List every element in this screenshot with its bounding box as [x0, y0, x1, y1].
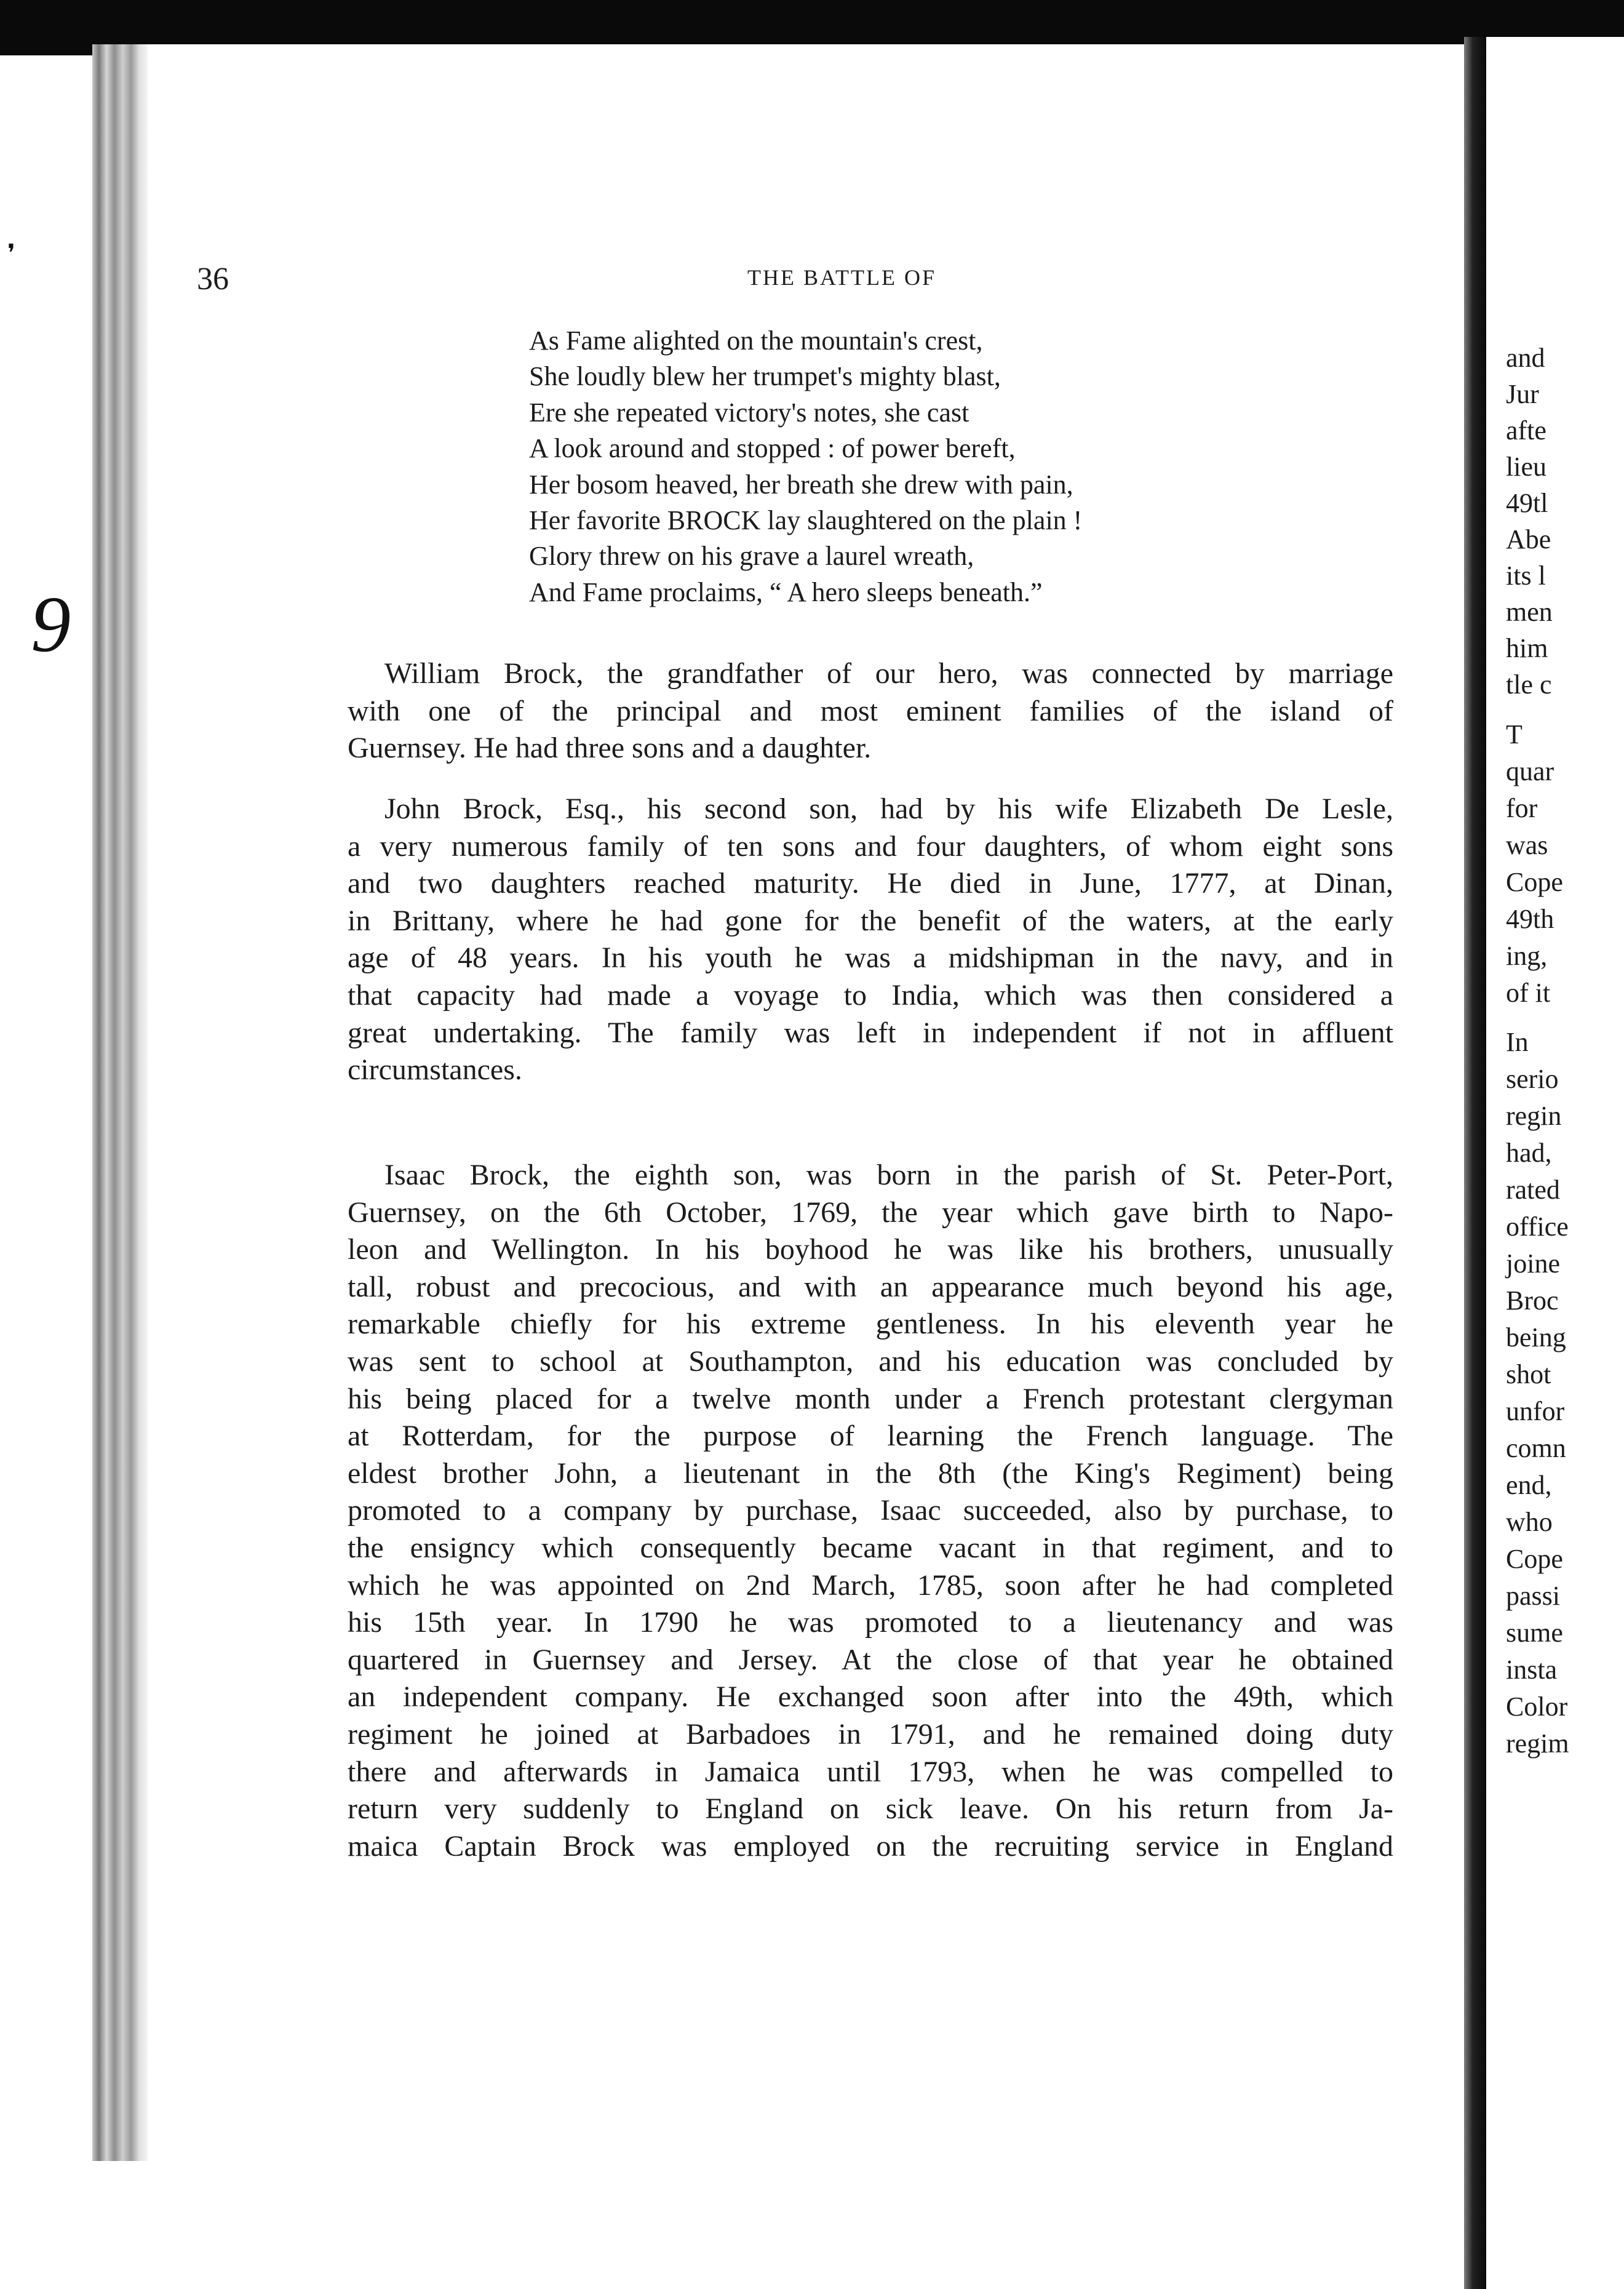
text-line: there and afterwards in Jamaica until 1793, when he was compelled to — [348, 1755, 1393, 1788]
margin-tick: ❜ — [7, 239, 15, 267]
facing-line: Broc — [1506, 1285, 1559, 1316]
scan-left-margin — [0, 55, 92, 2289]
facing-line: end, — [1506, 1470, 1552, 1500]
text-line: a very numerous family of ten sons and four daughters, of whom eight sons — [348, 829, 1393, 863]
facing-line: regin — [1506, 1101, 1562, 1131]
text-line: promoted to a company by purchase, Isaac succeeded, also by purchase, to — [348, 1494, 1393, 1527]
facing-line: who — [1506, 1507, 1553, 1537]
text-line: his 15th year. In 1790 he was promoted to a lieutenancy and was — [348, 1606, 1393, 1639]
poem-line: Her bosom heaved, her breath she drew with pain, — [529, 469, 1073, 500]
text-line: great undertaking. The family was left in independent if not in affluent — [348, 1016, 1393, 1049]
facing-line: ing, — [1506, 941, 1548, 971]
facing-line: afte — [1506, 415, 1546, 445]
text-line: Isaac Brock, the eighth son, was born in the parish of St. Peter-Port, — [384, 1159, 1393, 1191]
text-line: regiment he joined at Barbadoes in 1791, and he remained doing duty — [348, 1717, 1393, 1751]
text-line: leon and Wellington. In his boyhood he was like his brothers, unusually — [348, 1233, 1393, 1266]
text-line: an independent company. He exchanged soon after into the 49th, which — [348, 1680, 1393, 1714]
facing-line: had, — [1506, 1138, 1552, 1168]
facing-line: shot — [1506, 1359, 1551, 1389]
poem-line: And Fame proclaims, “ A hero sleeps beneath.” — [529, 577, 1043, 607]
facing-line: sume — [1506, 1618, 1563, 1648]
facing-line: regim — [1506, 1728, 1569, 1759]
facing-line: Cope — [1506, 1544, 1563, 1574]
facing-line: for — [1506, 793, 1538, 823]
text-line: at Rotterdam, for the purpose of learning the French language. The — [348, 1420, 1393, 1453]
facing-line: T — [1506, 719, 1522, 749]
facing-line: tle c — [1506, 669, 1552, 700]
facing-line: 49tl — [1506, 488, 1548, 518]
poem-stanza — [529, 323, 1082, 610]
facing-line: Abe — [1506, 524, 1551, 554]
facing-line: quar — [1506, 756, 1554, 786]
facing-line: joine — [1506, 1248, 1560, 1279]
poem-line: Glory threw on his grave a laurel wreath, — [529, 541, 974, 572]
facing-page-fragment — [1486, 37, 1624, 2289]
text-line: circumstances. — [348, 1053, 522, 1087]
facing-line: Jur — [1506, 379, 1539, 409]
text-line: maica Captain Brock was employed on the recruiting service in England — [348, 1829, 1393, 1863]
text-line: eldest brother John, a lieutenant in the 8th (the King's Regiment) being — [348, 1456, 1393, 1490]
text-line: Guernsey, on the 6th October, 1769, the year which gave birth to Napo- — [348, 1196, 1393, 1229]
facing-line: In — [1506, 1027, 1529, 1057]
facing-line: unfor — [1506, 1396, 1565, 1426]
paragraph-isaac-brock — [348, 1157, 1393, 1865]
facing-line: Cope — [1506, 867, 1563, 897]
text-line: and two daughters reached maturity. He died in June, 1777, at Dinan, — [348, 867, 1393, 900]
facing-line: insta — [1506, 1655, 1558, 1685]
margin-pencil-numeral: 9 — [31, 580, 71, 669]
facing-line: rated — [1506, 1175, 1560, 1205]
text-line: which he was appointed on 2nd March, 1785, soon after he had completed — [348, 1568, 1393, 1602]
paragraph-william-brock — [348, 655, 1393, 767]
poem-line: She loudly blew her trumpet's mighty blast, — [529, 361, 1001, 392]
poem-line: A look around and stopped : of power bereft, — [529, 433, 1016, 464]
facing-line: being — [1506, 1322, 1566, 1352]
facing-line: passi — [1506, 1581, 1560, 1611]
running-head: THE BATTLE OF — [747, 265, 936, 290]
book-gutter — [1464, 37, 1486, 2289]
facing-line: lieu — [1506, 452, 1546, 482]
page-number: 36 — [197, 262, 229, 297]
text-line: with one of the principal and most eminent families of the island of — [348, 694, 1393, 727]
facing-line: comn — [1506, 1433, 1566, 1463]
poem-line: Her favorite BROCK lay slaughtered on the plain ! — [529, 505, 1083, 535]
text-line: in Brittany, where he had gone for the benefit of the waters, at the early — [348, 904, 1393, 937]
facing-line: office — [1506, 1212, 1569, 1242]
text-line: the ensigncy which consequently became vacant in that regiment, and to — [348, 1531, 1393, 1564]
text-line: that capacity had made a voyage to India, which was then considered a — [348, 978, 1393, 1012]
text-line: John Brock, Esq., his second son, had by his wife Elizabeth De Lesle, — [384, 793, 1393, 825]
facing-line: him — [1506, 633, 1548, 663]
text-line: remarkable chiefly for his extreme gentleness. In his eleventh year he — [348, 1308, 1393, 1341]
facing-line: Color — [1506, 1692, 1568, 1722]
text-line: his being placed for a twelve month under a French protestant clergyman — [348, 1382, 1393, 1415]
facing-line: and — [1506, 343, 1545, 373]
facing-line: of it — [1506, 978, 1551, 1008]
book-page-edges — [92, 44, 148, 2161]
facing-line: men — [1506, 597, 1553, 627]
text-line: Guernsey. He had three sons and a daughter. — [348, 732, 872, 765]
paragraph-john-brock — [348, 791, 1393, 1089]
poem-line: Ere she repeated victory's notes, she cast — [529, 397, 969, 428]
text-line: age of 48 years. In his youth he was a midshipman in the navy, and in — [348, 941, 1393, 975]
text-line: tall, robust and precocious, and with an appearance much beyond his age, — [348, 1270, 1393, 1303]
text-line: William Brock, the grandfather of our hero, was connected by marriage — [384, 657, 1393, 690]
facing-line: its l — [1506, 561, 1546, 591]
text-line: was sent to school at Southampton, and his education was concluded by — [348, 1344, 1393, 1378]
poem-line: As Fame alighted on the mountain's crest, — [529, 326, 983, 356]
text-line: quartered in Guernsey and Jersey. At the close of that year he obtained — [348, 1643, 1393, 1676]
text-line: return very suddenly to England on sick leave. On his return from Ja- — [348, 1792, 1393, 1826]
facing-line: 49th — [1506, 904, 1554, 934]
facing-line: serio — [1506, 1064, 1559, 1094]
facing-line: was — [1506, 830, 1548, 860]
